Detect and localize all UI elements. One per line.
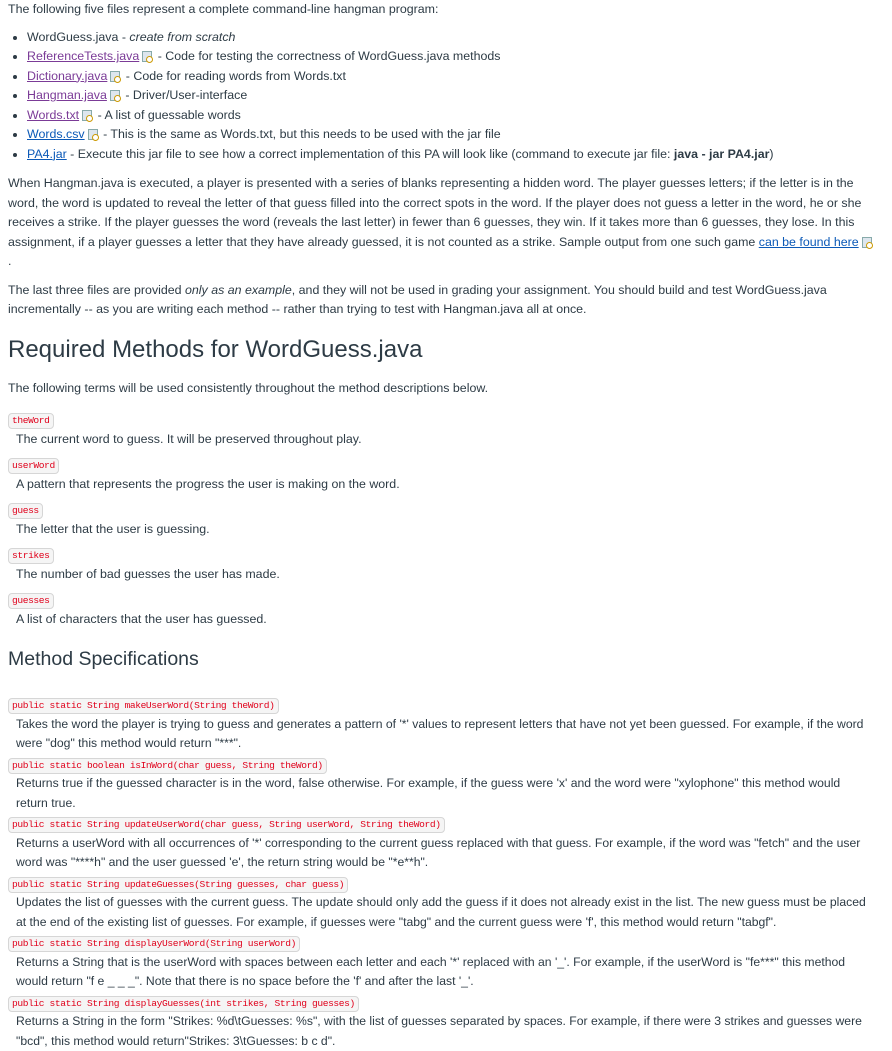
term-code: userWord — [8, 458, 59, 474]
para-text: , and they will not be used in grading your assignment. You should build and test WordGuess.java incrementally -- as you are writing each method -- rather than trying to test with Hangman.java all at once. — [8, 283, 827, 317]
file-preview-icon[interactable] — [110, 71, 120, 82]
method-item — [8, 993, 874, 1051]
method-def: Updates the list of guesses with the current guess. The update should only add the guess if it does not already exist in the list. The new guess must be placed at the end of the existing list of guesses. For example, if guesses were "tabg" and the current guess were 'f', this method would return "tabgf". — [8, 893, 874, 932]
term-def: The letter that the user is guessing. — [8, 520, 874, 540]
para-end: . — [8, 254, 11, 268]
file-preview-icon[interactable] — [88, 129, 98, 140]
file-desc: - This is the same as Words.txt, but this needs to be used with the jar file — [103, 127, 501, 141]
file-link[interactable]: Words.txt — [27, 108, 79, 122]
file-link[interactable]: Dictionary.java — [27, 69, 107, 83]
method-item — [8, 874, 874, 933]
term-item — [8, 545, 874, 584]
file-item — [27, 145, 874, 165]
term-def: A list of characters that the user has guessed. — [8, 610, 874, 630]
file-item: • WordGuess.java - create from scratch — [27, 28, 874, 48]
term-code: theWord — [8, 413, 54, 429]
method-signature: public static String updateGuesses(String guesses, char guess) — [8, 877, 348, 893]
method-item — [8, 814, 874, 873]
description-paragraph — [8, 174, 874, 272]
para-text: When Hangman.java is executed, a player is presented with a series of blanks representing a hidden word. The player guesses letters; if the letter is in the word, the word is updated to reveal the letter of that guess filled into the correct spots in the word. If the player does not guess a letter in the word, he or she receives a strike. If the player guesses the word (reveals the last letter) in fewer than 6 guesses, they win. If it takes more than 6 guesses, they lose. In this assignment, if a player guesses a letter that they have already guessed, it is not counted as a strike. Sample output from one such game — [8, 176, 861, 249]
file-link[interactable]: Hangman.java — [27, 88, 107, 102]
method-def: Returns a userWord with all occurrences of '*' corresponding to the current guess replaced with that guess. For example, if the word was "fetch" and the user word was "****h" and the user guessed 'e', the return string would be "*e**h". — [8, 834, 874, 873]
term-def: The current word to guess. It will be preserved throughout play. — [8, 430, 874, 450]
file-desc: create from scratch — [129, 30, 235, 44]
file-desc: - Driver/User-interface — [125, 88, 247, 102]
terms-intro: The following terms will be used consistently throughout the method descriptions below. — [8, 379, 874, 399]
term-code: guesses — [8, 593, 54, 609]
term-item — [8, 590, 874, 629]
file-name: WordGuess.java — [27, 30, 118, 44]
method-def: Returns a String that is the userWord with spaces between each letter and each '*' replaced with an '_'. For example, if the userWord is "fe***" this method would return "f e _ _ _". Note that there is no space before the 'f' and after the last '_'. — [8, 953, 874, 992]
file-desc: - A list of guessable words — [98, 108, 241, 122]
required-methods-heading: Required Methods for WordGuess.java — [8, 336, 874, 364]
file-item — [27, 67, 874, 87]
method-signature: public static String displayGuesses(int strikes, String guesses) — [8, 996, 359, 1012]
method-signature: public static String updateUserWord(char guess, String userWord, String theWord) — [8, 817, 445, 833]
term-item — [8, 455, 874, 494]
file-item — [27, 86, 874, 106]
file-link[interactable]: ReferenceTests.java — [27, 49, 139, 63]
sample-output-link[interactable]: can be found here — [759, 235, 859, 249]
emphasis: only as an example — [185, 283, 292, 297]
method-item — [8, 755, 874, 814]
method-def: Returns a String in the form "Strikes: %d\tGuesses: %s", with the list of guesses separated by spaces. For example, if there were 3 strikes and guesses were "bcd", this method would return"Strikes: 3\tGuesses: b c d". — [8, 1012, 874, 1051]
file-item — [27, 125, 874, 145]
method-item — [8, 933, 874, 992]
method-item — [8, 695, 874, 754]
method-specs-heading: Method Specifications — [8, 647, 874, 671]
file-item — [27, 106, 874, 126]
term-item — [8, 500, 874, 539]
terms-list — [8, 410, 874, 629]
file-preview-icon[interactable] — [110, 90, 120, 101]
jar-command: java - jar PA4.jar — [674, 147, 770, 161]
intro-text: The following five files represent a complete command-line hangman program: — [8, 0, 874, 20]
term-def: The number of bad guesses the user has made. — [8, 565, 874, 585]
method-signature: public static boolean isInWord(char guess, String theWord) — [8, 758, 327, 774]
file-preview-icon[interactable] — [82, 110, 92, 121]
method-list — [8, 695, 874, 1051]
file-item — [27, 47, 874, 67]
paren: ) — [769, 147, 773, 161]
file-desc: - Code for testing the correctness of WordGuess.java methods — [158, 49, 501, 63]
file-desc: - Code for reading words from Words.txt — [126, 69, 346, 83]
method-signature: public static String displayUserWord(String userWord) — [8, 936, 300, 952]
file-preview-icon[interactable] — [862, 237, 872, 248]
file-desc: - Execute this jar file to see how a correct implementation of this PA will look like (command to execute jar file: — [70, 147, 674, 161]
para-text: The last three files are provided — [8, 283, 185, 297]
term-def: A pattern that represents the progress the user is making on the word. — [8, 475, 874, 495]
file-link[interactable]: Words.csv — [27, 127, 85, 141]
file-link[interactable]: PA4.jar — [27, 147, 67, 161]
note-paragraph — [8, 281, 874, 320]
method-def: Takes the word the player is trying to guess and generates a pattern of '*' values to represent letters that have not yet been guessed. For example, if the word were "dog" this method would return "***". — [8, 715, 874, 754]
term-item — [8, 410, 874, 449]
file-preview-icon[interactable] — [142, 51, 152, 62]
term-code: strikes — [8, 548, 54, 564]
file-list — [8, 28, 874, 165]
method-signature: public static String makeUserWord(String theWord) — [8, 698, 279, 714]
method-def: Returns true if the guessed character is in the word, false otherwise. For example, if the guess were 'x' and the word were "xylophone" this method would return true. — [8, 774, 874, 813]
term-code: guess — [8, 503, 43, 519]
